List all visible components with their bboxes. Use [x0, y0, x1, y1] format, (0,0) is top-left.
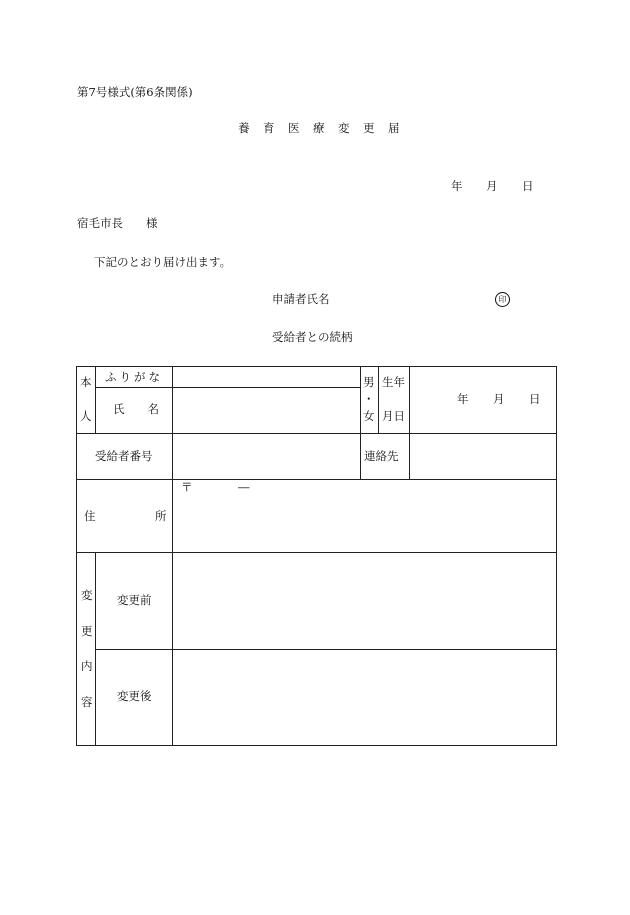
before-field[interactable]	[176, 557, 552, 645]
birth-year-label: 年	[457, 392, 469, 406]
form-title: 養 育 医 療 変 更 届	[238, 121, 401, 135]
name-label: 氏 名	[113, 402, 159, 416]
table-border-top	[76, 366, 557, 367]
date-day-label: 日	[522, 179, 534, 193]
rule-furigana	[95, 387, 360, 388]
address-label-second: 所	[155, 509, 167, 523]
table-border-right	[556, 366, 557, 746]
address-label-first: 住	[84, 509, 96, 523]
vrule-birthdate	[409, 366, 410, 480]
relation-label: 受給者との続柄	[272, 330, 353, 344]
birth-month-label: 月	[493, 392, 505, 406]
contact-field[interactable]	[413, 437, 553, 475]
applicant-name-label: 申請者氏名	[272, 292, 330, 306]
birth-label-top: 生年	[382, 375, 405, 389]
rule-row3	[76, 552, 557, 553]
sex-male[interactable]: 男	[363, 375, 375, 389]
name-field[interactable]	[176, 392, 358, 430]
sex-female[interactable]: 女	[363, 409, 375, 423]
vrule-sex	[360, 366, 361, 480]
before-label: 変更前	[117, 593, 152, 607]
table-border-left	[76, 366, 77, 746]
birth-label-bottom: 月日	[382, 409, 405, 423]
address-field[interactable]	[176, 498, 552, 548]
date-month-label: 月	[486, 179, 498, 193]
change-char-4: 容	[81, 695, 93, 709]
after-label: 変更後	[117, 689, 152, 703]
recipient-number-label: 受給者番号	[95, 449, 153, 463]
sex-dot: ・	[363, 392, 375, 406]
vrule-honin	[95, 366, 96, 433]
change-char-3: 内	[81, 659, 93, 673]
vrule-labels	[172, 366, 173, 746]
intro-text: 下記のとおり届け出ます。	[94, 255, 232, 269]
form-number: 第7号様式(第6条関係)	[77, 85, 193, 99]
furigana-field[interactable]	[176, 370, 358, 386]
postal-mark: 〒	[181, 480, 193, 494]
table-border-bottom	[76, 745, 557, 746]
vrule-change	[95, 552, 96, 745]
honin-top: 本	[80, 375, 92, 389]
change-char-1: 変	[81, 588, 93, 602]
recipient-number-field[interactable]	[176, 437, 358, 475]
vrule-birth	[378, 366, 379, 433]
postal-dash: ―	[238, 480, 250, 494]
date-year-label: 年	[451, 179, 463, 193]
rule-before-after	[95, 649, 557, 650]
contact-label: 連絡先	[364, 449, 399, 463]
rule-row1	[76, 433, 557, 434]
seal-mark: 印	[495, 292, 510, 307]
honin-bottom: 人	[80, 409, 92, 423]
after-field[interactable]	[176, 654, 552, 741]
furigana-label: ふりがな	[105, 370, 163, 384]
rule-row2	[76, 479, 557, 480]
change-char-2: 更	[81, 624, 93, 638]
birth-day-label: 日	[529, 392, 541, 406]
addressee: 宿毛市長 様	[77, 216, 158, 230]
